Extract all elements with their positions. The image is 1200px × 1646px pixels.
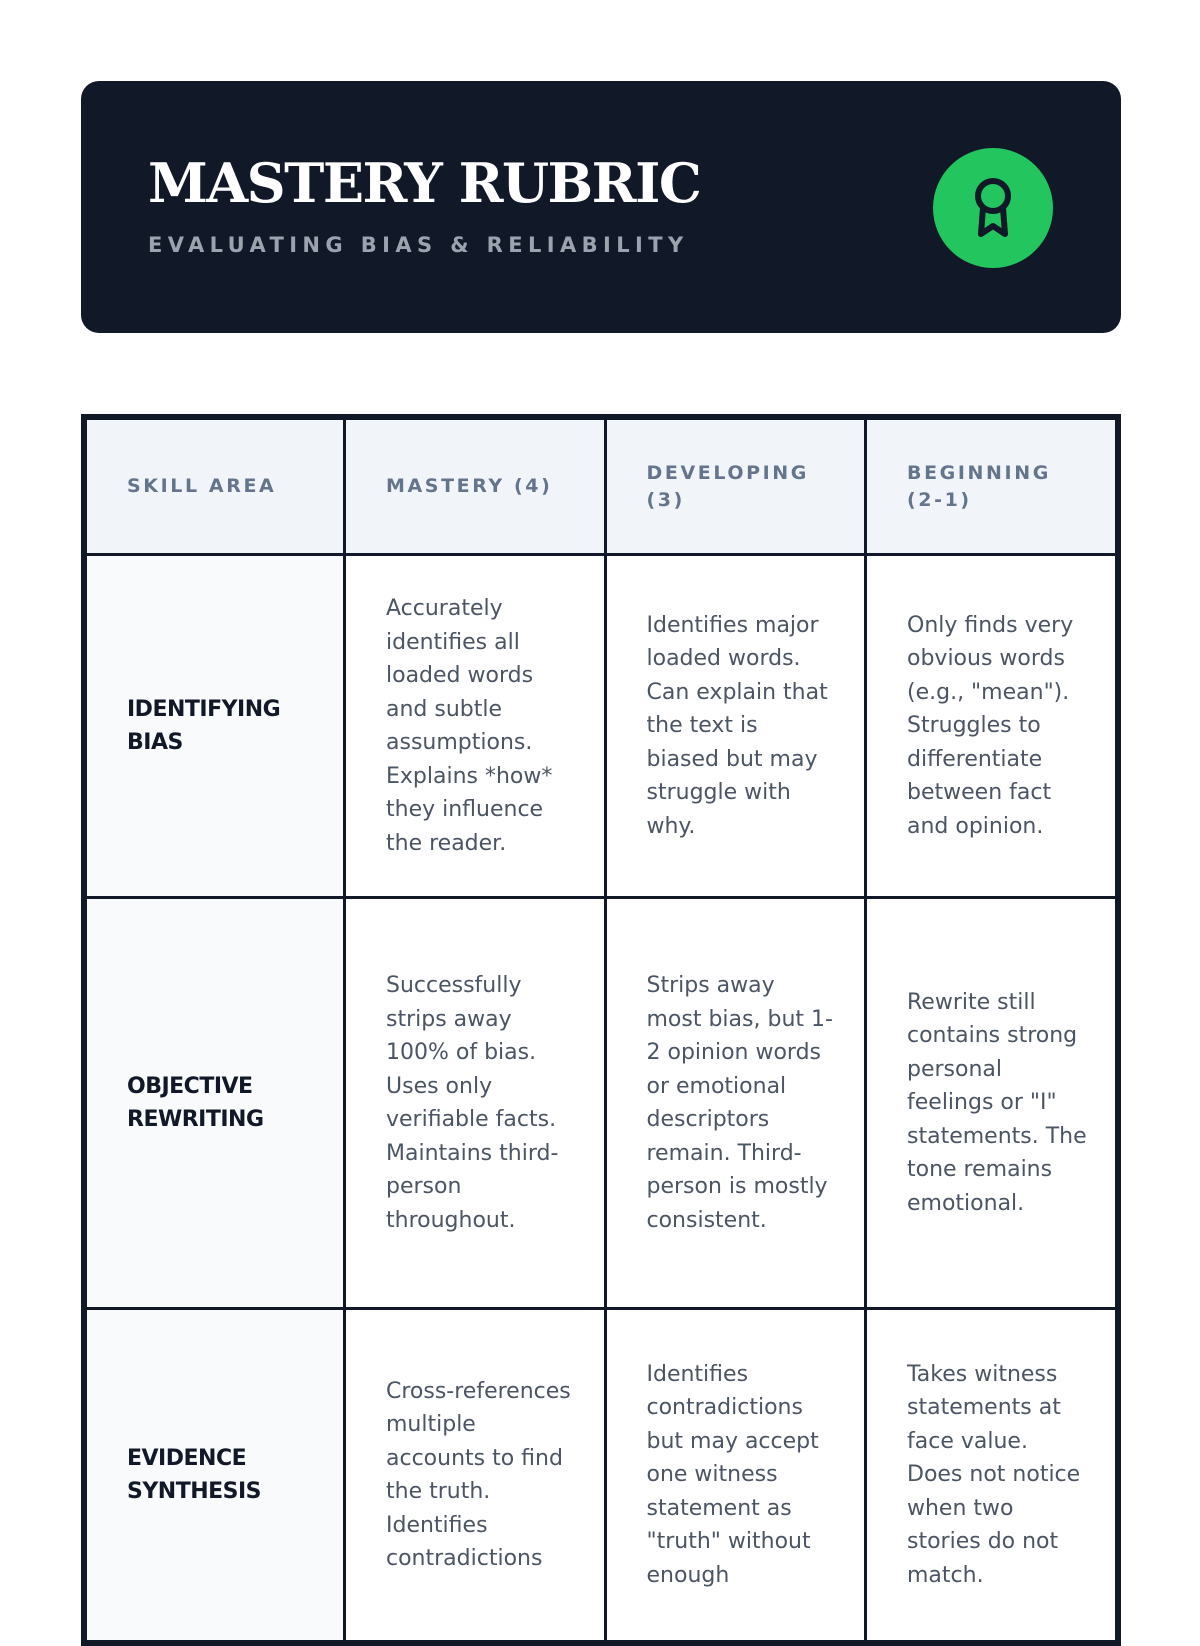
skill-area-cell: IDENTIFYING BIAS [84, 555, 345, 898]
column-header-beginning: BEGINNING (2-1) [866, 417, 1119, 555]
developing-cell: Identifies contradictions but may accept one witness statement as "truth" without enough [605, 1309, 866, 1644]
beginning-cell: Takes witness statements at face value. Does not notice when two stories do not match. [866, 1309, 1119, 1644]
mastery-cell: Accurately identifies all loaded words and subtle assumptions. Explains *how* they influence the reader. [345, 555, 606, 898]
skill-area-cell: OBJECTIVE REWRITING [84, 898, 345, 1309]
award-ribbon-icon [967, 174, 1019, 242]
column-header-mastery: MASTERY (4) [345, 417, 606, 555]
page-title: MASTERY RUBRIC [148, 151, 701, 215]
table-header-row [84, 417, 1118, 555]
award-badge [933, 148, 1053, 268]
table-row [84, 898, 1118, 1309]
developing-cell: Identifies major loaded words. Can explain that the text is biased but may struggle with why. [605, 555, 866, 898]
rubric-header [81, 81, 1121, 333]
column-header-skill-area: SKILL AREA [84, 417, 345, 555]
column-header-developing: DEVELOPING (3) [605, 417, 866, 555]
mastery-cell: Successfully strips away 100% of bias. Uses only verifiable facts. Maintains third-person throughout. [345, 898, 606, 1309]
mastery-cell: Cross-references multiple accounts to find the truth. Identifies contradictions [345, 1309, 606, 1644]
beginning-cell: Only finds very obvious words (e.g., "mean"). Struggles to differentiate between fact and opinion. [866, 555, 1119, 898]
page-subtitle: EVALUATING BIAS & RELIABILITY [148, 233, 689, 257]
developing-cell: Strips away most bias, but 1-2 opinion words or emotional descriptors remain. Third-person is mostly consistent. [605, 898, 866, 1309]
skill-area-cell: EVIDENCE SYNTHESIS [84, 1309, 345, 1644]
beginning-cell: Rewrite still contains strong personal feelings or "I" statements. The tone remains emotional. [866, 898, 1119, 1309]
rubric-table [81, 414, 1121, 1646]
table-row [84, 555, 1118, 898]
table-row [84, 1309, 1118, 1644]
